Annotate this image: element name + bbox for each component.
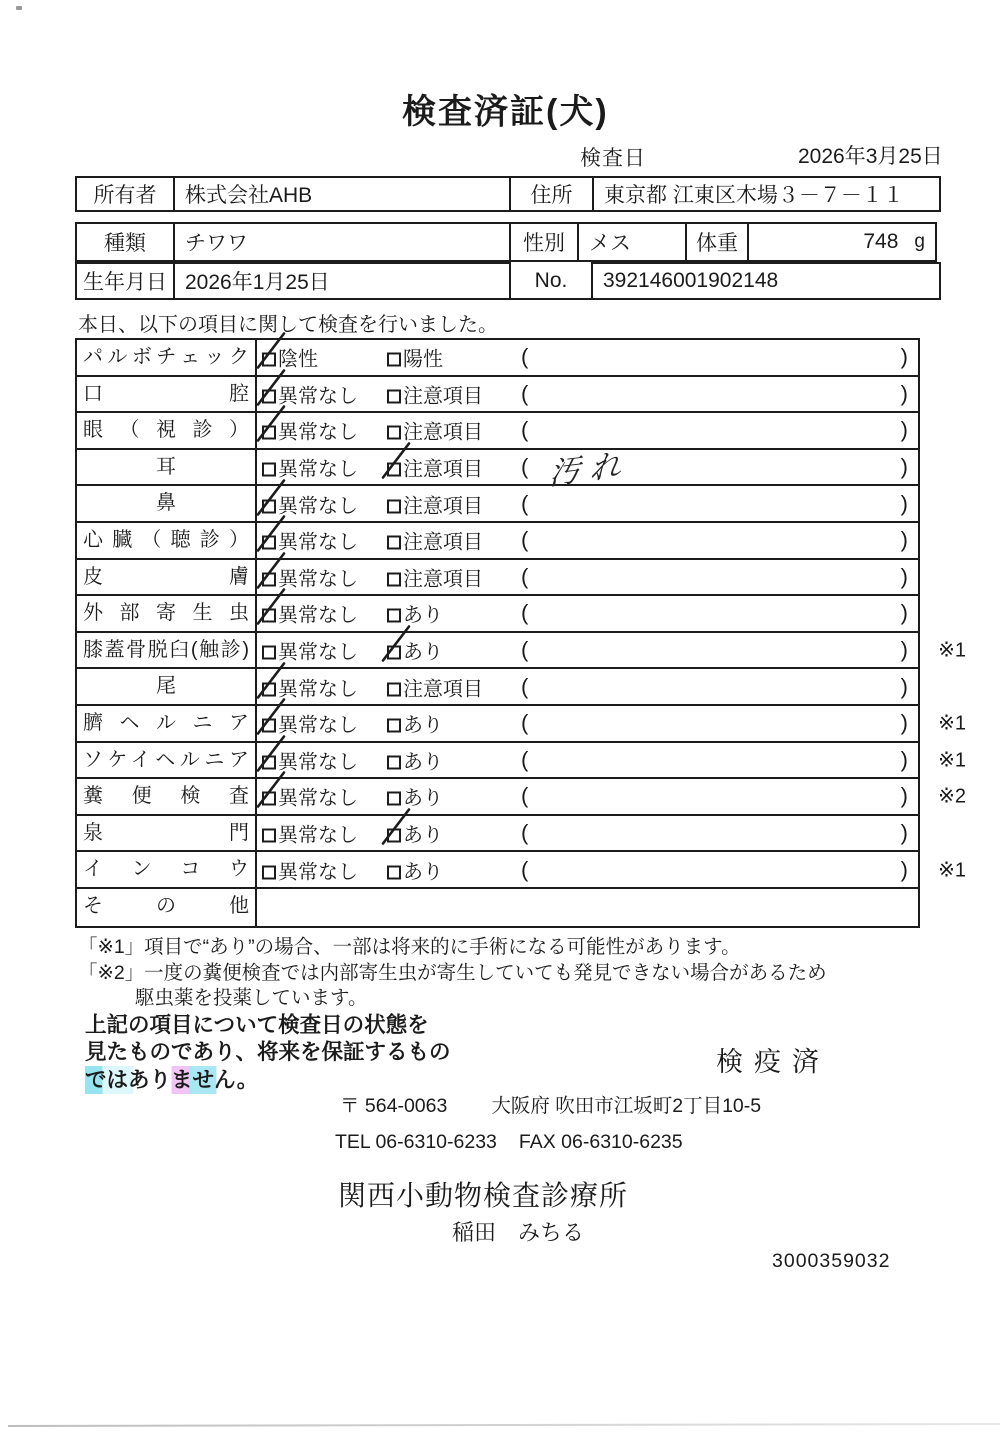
checkbox-option-label: 異常なし — [278, 641, 358, 664]
paren-open: ( — [521, 527, 529, 553]
checklist-row — [77, 413, 918, 450]
address-value-cell: 東京都 江東区木場３－７－１１ — [592, 176, 941, 212]
birth-table — [75, 262, 941, 300]
checkbox-option-label: 異常なし — [278, 714, 358, 737]
checkbox-option — [387, 819, 443, 848]
paren-close: ) — [900, 454, 908, 480]
paren-close: ) — [900, 637, 908, 663]
checkbox-option-label: 異常なし — [278, 531, 358, 554]
item-label: 尾 — [77, 669, 257, 704]
birth-label-cell: 生年月日 — [75, 262, 175, 300]
checkbox-option-label: 異常なし — [278, 495, 358, 518]
checkbox-option — [387, 855, 443, 884]
checkbox-option-label: あり — [403, 787, 443, 810]
clinic-postal-line — [340, 1090, 761, 1118]
footnote-1: 「※1」項目で“あり”の場合、一部は将来的に手術になる可能性があります。 — [78, 936, 741, 958]
checkbox-option-label: あり — [403, 824, 443, 847]
row-content — [257, 743, 918, 778]
checklist-row — [77, 669, 918, 706]
row-content — [257, 445, 918, 492]
checkbox-icon — [262, 646, 276, 660]
checkbox-option — [387, 636, 443, 665]
weight-value: 748 — [863, 230, 899, 253]
checkbox-icon — [387, 682, 401, 696]
checkbox-option-label: あり — [403, 751, 443, 774]
reference-mark: ※1 — [938, 639, 966, 662]
paren-close: ) — [900, 673, 908, 699]
checkbox-option-label: 異常なし — [278, 824, 358, 847]
checkbox-icon — [387, 719, 401, 733]
paren-close: ) — [900, 820, 908, 846]
checkbox-option-label: 陽性 — [403, 348, 443, 371]
row-content — [257, 669, 918, 704]
paren-close: ) — [900, 344, 908, 370]
checkbox-option — [262, 599, 358, 628]
checkbox-icon — [262, 755, 276, 769]
weight-value-cell — [747, 222, 937, 262]
item-label: 眼（視診） — [77, 413, 257, 448]
checkbox-option — [387, 599, 443, 628]
checkbox-option-label: 注意項目 — [403, 421, 483, 444]
checkbox-option-label: 異常なし — [278, 458, 358, 481]
checklist-row — [77, 445, 918, 492]
checkbox-option — [262, 709, 358, 738]
paren-open: ( — [521, 746, 529, 772]
checkbox-option — [262, 489, 358, 518]
row-content — [257, 706, 918, 741]
checkbox-icon — [262, 463, 276, 477]
checklist-row — [77, 889, 918, 926]
item-label: 泉門 — [77, 816, 257, 851]
disclaimer-line-1: 上記の項目について検査日の状態を — [85, 1013, 429, 1037]
checklist-row — [77, 486, 918, 523]
checkbox-option-label: 注意項目 — [403, 385, 483, 408]
item-label: 臍ヘルニア — [77, 706, 257, 741]
checklist-row — [77, 743, 966, 780]
paren-open: ( — [521, 600, 529, 626]
footnote-2: 「※2」一度の糞便検査では内部寄生虫が寄生していても発見できない場合があるため — [78, 962, 827, 984]
scan-artifact-line — [8, 1423, 1000, 1427]
checklist-row — [77, 816, 918, 853]
handwritten-note: 汚れ — [548, 445, 632, 492]
checkbox-icon — [262, 353, 276, 367]
checkbox-option-label: あり — [403, 861, 443, 884]
pet-table — [75, 222, 937, 262]
exam-date-value: 2026年3月25日 — [798, 145, 943, 168]
disclaimer-line-3-highlighted: ではありません。 — [85, 1068, 259, 1092]
row-content — [257, 779, 918, 814]
checkbox-option-label: 注意項目 — [403, 458, 483, 481]
checkbox-option-label: あり — [403, 641, 443, 664]
checkbox-option — [262, 782, 358, 811]
item-label: 心臓（聴診） — [77, 523, 257, 558]
row-content — [257, 852, 918, 887]
checklist-row — [77, 706, 966, 743]
item-label: 外部寄生虫 — [77, 596, 257, 631]
checkbox-icon — [387, 572, 401, 586]
paren-close: ) — [900, 490, 908, 516]
row-content — [257, 560, 918, 595]
checkbox-option — [387, 416, 483, 445]
no-value-cell: 392146001902148 — [591, 262, 941, 300]
disclaimer-line-2: 見たものであり、将来を保証するもの — [85, 1040, 451, 1064]
clinic-tel-line — [335, 1131, 683, 1154]
owner-table — [75, 176, 941, 212]
checklist-row — [77, 779, 966, 816]
item-label: その他 — [77, 889, 257, 926]
checkbox-option — [387, 782, 443, 811]
paren-open: ( — [521, 417, 529, 443]
item-label: 鼻 — [77, 486, 257, 521]
paren-open: ( — [521, 454, 529, 480]
paren-close: ) — [900, 527, 908, 553]
row-content — [257, 633, 918, 668]
checkbox-icon — [387, 646, 401, 660]
serial-number: 3000359032 — [772, 1250, 891, 1272]
checkbox-option — [387, 745, 443, 774]
checkbox-option — [387, 709, 443, 738]
paren-open: ( — [521, 783, 529, 809]
checkbox-option — [387, 489, 483, 518]
row-content — [257, 889, 918, 926]
paren-open: ( — [521, 673, 529, 699]
checkbox-option — [262, 379, 358, 408]
checkbox-option — [387, 453, 483, 482]
checkbox-icon — [262, 389, 276, 403]
checkbox-icon — [262, 865, 276, 879]
checkbox-option — [262, 819, 358, 848]
checkbox-option — [262, 526, 358, 555]
paren-close: ) — [900, 856, 908, 882]
checkbox-option-label: 注意項目 — [403, 531, 483, 554]
checkbox-option — [262, 453, 358, 482]
checklist-row — [77, 340, 918, 377]
checkbox-icon — [262, 572, 276, 586]
checkbox-option-label: 陰性 — [278, 348, 318, 371]
item-label: 皮膚 — [77, 560, 257, 595]
checkbox-icon — [387, 829, 401, 843]
row-content — [257, 816, 918, 851]
checkbox-option-label: 異常なし — [278, 787, 358, 810]
paren-close: ) — [900, 746, 908, 772]
clinic-address: 大阪府 吹田市江坂町2丁目10-5 — [491, 1095, 762, 1117]
checklist-row — [77, 560, 918, 597]
checkbox-icon — [387, 865, 401, 879]
row-content — [257, 596, 918, 631]
paren-open: ( — [521, 344, 529, 370]
paren-open: ( — [521, 820, 529, 846]
checkbox-option-label: 注意項目 — [403, 495, 483, 518]
item-label: 耳 — [77, 450, 257, 485]
scan-artifact-dot — [16, 6, 22, 10]
checkbox-option-label: 異常なし — [278, 678, 358, 701]
checklist-intro: 本日、以下の項目に関して検査を行いました。 — [78, 314, 498, 336]
paren-open: ( — [521, 380, 529, 406]
checklist-row — [77, 523, 918, 560]
checklist-row — [77, 633, 966, 670]
checkbox-option-label: 注意項目 — [403, 678, 483, 701]
sex-label-cell: 性別 — [509, 222, 579, 262]
birth-value-cell: 2026年1月25日 — [173, 262, 511, 300]
paren-close: ) — [900, 783, 908, 809]
paren-close: ) — [900, 563, 908, 589]
checkbox-option-label: 異常なし — [278, 604, 358, 627]
checkbox-option-label: あり — [403, 714, 443, 737]
checkbox-icon — [387, 353, 401, 367]
checkbox-option — [387, 672, 483, 701]
reference-mark: ※2 — [938, 785, 966, 808]
paren-open: ( — [521, 637, 529, 663]
checkbox-icon — [262, 426, 276, 440]
checkbox-option-label: 異常なし — [278, 421, 358, 444]
checkbox-icon — [387, 609, 401, 623]
checkbox-option — [262, 416, 358, 445]
address-label-cell: 住所 — [509, 176, 594, 212]
checkbox-option — [262, 636, 358, 665]
checkbox-option — [387, 379, 483, 408]
checkbox-option-label: 異常なし — [278, 385, 358, 408]
examiner-name: 稲田 みちる — [452, 1220, 585, 1245]
checkbox-icon — [387, 755, 401, 769]
checkbox-option — [262, 672, 358, 701]
reference-mark: ※1 — [938, 859, 966, 882]
checkbox-icon — [387, 536, 401, 550]
quarantine-stamp: 検疫済 — [716, 1047, 830, 1077]
species-label-cell: 種類 — [75, 222, 175, 262]
footnote-2-continued: 駆虫薬を投薬しています。 — [135, 987, 368, 1009]
checkbox-option — [387, 562, 483, 591]
paren-close: ) — [900, 417, 908, 443]
paren-close: ) — [900, 600, 908, 626]
checkbox-option — [262, 855, 358, 884]
checkbox-option-label: 異常なし — [278, 751, 358, 774]
checkbox-option-label: 異常なし — [278, 861, 358, 884]
checklist-table — [75, 338, 966, 928]
checklist-row — [77, 596, 918, 633]
owner-label-cell: 所有者 — [75, 176, 175, 212]
checklist-row — [77, 377, 918, 414]
item-label: パルボチェック — [77, 340, 257, 375]
checkbox-icon — [387, 426, 401, 440]
species-value-cell: チワワ — [173, 222, 511, 262]
item-label: 口腔 — [77, 377, 257, 412]
item-label: 膝蓋骨脱臼(触診) — [77, 633, 257, 668]
checkbox-option-label: 注意項目 — [403, 568, 483, 591]
checkbox-icon — [387, 499, 401, 513]
checkbox-icon — [387, 792, 401, 806]
row-content — [257, 377, 918, 412]
sex-value-cell: メス — [577, 222, 687, 262]
item-label: ソケイヘルニア — [77, 743, 257, 778]
row-content — [257, 523, 918, 558]
paren-open: ( — [521, 490, 529, 516]
item-label: インコウ — [77, 852, 257, 887]
clinic-tel: TEL 06-6310-6233 — [335, 1131, 497, 1153]
checkbox-option — [262, 343, 318, 372]
row-content — [257, 486, 918, 521]
no-label-cell: No. — [509, 262, 593, 300]
paren-close: ) — [900, 710, 908, 736]
clinic-postal-code: 〒 564-0063 — [340, 1095, 448, 1117]
owner-value-cell: 株式会社AHB — [173, 176, 511, 212]
paren-close: ) — [900, 380, 908, 406]
weight-label-cell: 体重 — [685, 222, 749, 262]
page-title: 検査済証(犬) — [402, 93, 609, 131]
paren-open: ( — [521, 563, 529, 589]
checkbox-icon — [387, 463, 401, 477]
paren-open: ( — [521, 856, 529, 882]
clinic-name: 関西小動物検査診療所 — [338, 1180, 629, 1211]
reference-mark: ※1 — [938, 712, 966, 735]
row-content — [257, 340, 918, 375]
clinic-fax: FAX 06-6310-6235 — [518, 1131, 683, 1153]
paren-open: ( — [521, 710, 529, 736]
reference-mark: ※1 — [938, 749, 966, 772]
checkbox-option — [387, 343, 443, 372]
item-label: 糞便検査 — [77, 779, 257, 814]
checkbox-icon — [262, 792, 276, 806]
checkbox-icon — [262, 829, 276, 843]
exam-date-label: 検査日 — [580, 147, 646, 170]
weight-unit: g — [914, 231, 925, 252]
checkbox-option — [387, 526, 483, 555]
checkbox-icon — [262, 536, 276, 550]
checkbox-icon — [262, 719, 276, 733]
checkbox-icon — [387, 389, 401, 403]
checkbox-icon — [262, 609, 276, 623]
checkbox-icon — [262, 499, 276, 513]
checkbox-icon — [262, 682, 276, 696]
checkbox-option-label: あり — [403, 604, 443, 627]
checkbox-option — [262, 745, 358, 774]
checkbox-option — [262, 562, 358, 591]
checkbox-option-label: 異常なし — [278, 568, 358, 591]
checklist-row — [77, 852, 966, 889]
